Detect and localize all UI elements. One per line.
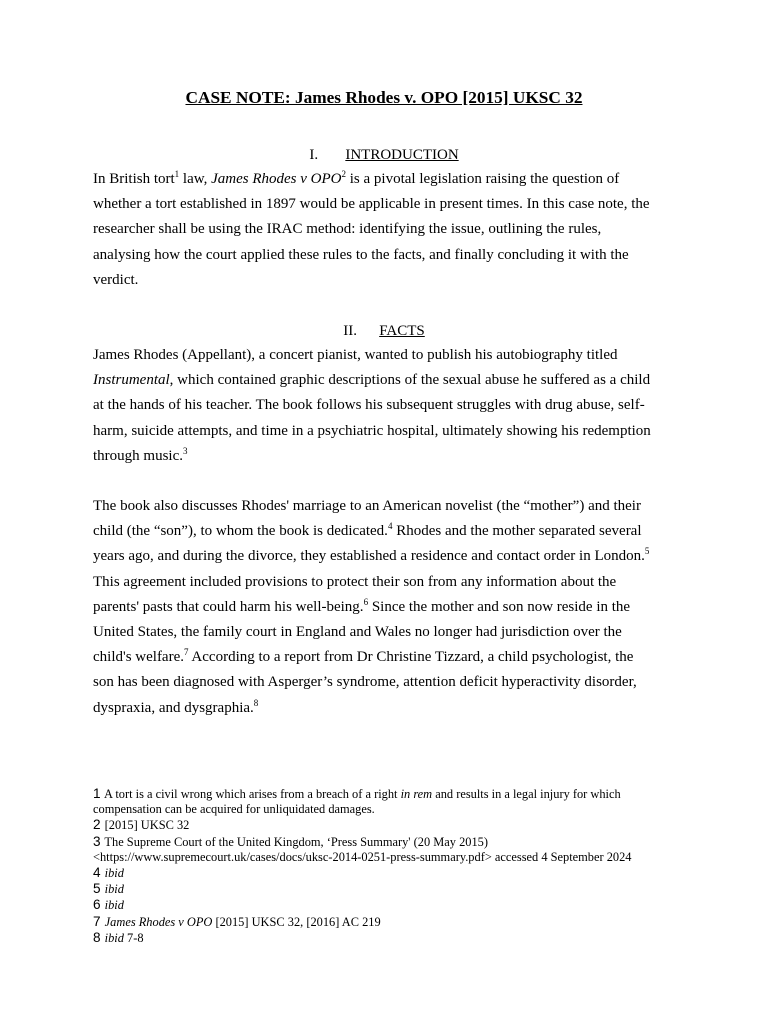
footnotes bbox=[93, 786, 693, 946]
footnote-number: 1 bbox=[93, 786, 101, 801]
paragraph-line: dyspraxia, and dysgraphia.$^8$ bbox=[93, 697, 259, 716]
footnote-marker: 7 bbox=[184, 647, 189, 658]
section-heading-facts bbox=[0, 321, 768, 341]
footnote-8: 8 ibid 7-8 bbox=[93, 929, 144, 945]
footnote-number: 3 bbox=[93, 833, 101, 849]
footnote-number: 2 bbox=[93, 817, 101, 833]
facts-paragraph-1 bbox=[93, 343, 671, 469]
paragraph-line: Instrumental, which contained graphic descriptions of the sexual abuse he suffered as a child bbox=[93, 372, 651, 389]
case-name: James Rhodes v OPO bbox=[211, 171, 342, 187]
footnote-1-continued: compensation can be acquired for unliquidated damages. bbox=[93, 802, 375, 817]
footnote-marker: 2 bbox=[341, 169, 346, 179]
facts-paragraph-2 bbox=[93, 494, 671, 721]
paragraph-line: through music.$^3$ bbox=[93, 445, 188, 464]
paragraph-line: child's welfare.$^7$ According to a report from Dr Christine Tizzard, a child psychologist, the bbox=[93, 647, 634, 666]
paragraph-line: parents' pasts that could harm his well-being.$^6$ Since the mother and son now reside in the bbox=[93, 596, 631, 615]
footnote-number: 6 bbox=[93, 897, 101, 913]
paragraph-line: This agreement included provisions to protect their son from any information about the bbox=[93, 573, 617, 590]
footnote-3: 3 The Supreme Court of the United Kingdom, ‘Press Summary' (20 May 2015) bbox=[93, 833, 488, 849]
paragraph-line: researcher shall be using the IRAC method: identifying the issue, outlining the rules, bbox=[93, 221, 602, 238]
paragraph-line: United States, the family court in England and Wales no longer had jurisdiction over the bbox=[93, 624, 622, 641]
paragraph-line: child (the “son”), to whom the book is dedicated.$^4$ Rhodes and the mother separated several bbox=[93, 521, 642, 540]
paragraph-line: years ago, and during the divorce, they established a residence and contact order in London.$^5$ bbox=[93, 546, 650, 565]
footnote-marker: 8 bbox=[253, 697, 259, 708]
paragraph-line: son has been diagnosed with Asperger’s syndrome, attention deficit hyperactivity disorder, bbox=[93, 674, 637, 691]
paragraph-line: analysing how the court applied these rules to the facts, and finally concluding it with the bbox=[93, 246, 629, 263]
footnote-marker: 5 bbox=[644, 546, 650, 557]
section-title: INTRODUCTION bbox=[345, 147, 459, 163]
footnote-marker: 4 bbox=[387, 521, 393, 532]
paragraph-line: whether a tort established in 1897 would be applicable in present times. In this case note, the bbox=[93, 196, 650, 213]
introduction-paragraph bbox=[93, 167, 671, 293]
footnote-6: 6 ibid bbox=[93, 897, 124, 913]
paragraph-line: James Rhodes (Appellant), a concert pianist, wanted to publish his autobiography titled bbox=[93, 347, 618, 363]
section-title: FACTS bbox=[379, 323, 425, 339]
footnote-3-continued: <https://www.supremecourt.uk/cases/docs/uksc-2014-0251-press-summary.pdf> accessed 4 September 2024 bbox=[93, 849, 632, 864]
footnote-2: 2 [2015] UKSC 32 bbox=[93, 817, 190, 833]
paragraph-line: The book also discusses Rhodes' marriage to an American novelist (the “mother”) and their bbox=[93, 498, 641, 514]
footnote-7: 7 James Rhodes v OPO [2015] UKSC 32, [2016] AC 219 bbox=[93, 913, 381, 929]
footnote-4: 4 ibid bbox=[93, 865, 124, 881]
paragraph-line: at the hands of his teacher. The book follows his subsequent struggles with drug abuse, self- bbox=[93, 397, 645, 414]
paragraph-line: In British tort$^1$ law, James Rhodes v OPO$^2$ is a pivotal legislation raising the question of bbox=[93, 169, 620, 187]
footnote-number: 7 bbox=[93, 913, 101, 929]
footnote-1: 1 A tort is a civil wrong which arises from a breach of a right in rem and results in a legal injury for which bbox=[93, 786, 621, 801]
paragraph-line: verdict. bbox=[93, 271, 139, 288]
footnote-marker: 3 bbox=[183, 445, 188, 456]
section-number: I. bbox=[309, 147, 319, 163]
document-title: CASE NOTE: James Rhodes v. OPO [2015] UKSC 32 bbox=[185, 88, 583, 107]
section-heading-introduction bbox=[0, 145, 768, 165]
footnote-marker: 1 bbox=[174, 169, 180, 179]
section-number: II. bbox=[343, 323, 357, 339]
book-title: Instrumental bbox=[93, 372, 170, 389]
footnote-number: 5 bbox=[93, 881, 101, 897]
footnote-5: 5 ibid bbox=[93, 881, 124, 897]
footnote-marker: 6 bbox=[363, 596, 369, 607]
footnote-number: 4 bbox=[93, 865, 101, 881]
paragraph-line: harm, suicide attempts, and time in a psychiatric hospital, ultimately showing his redemption bbox=[93, 422, 651, 439]
footnote-number: 8 bbox=[93, 929, 101, 945]
